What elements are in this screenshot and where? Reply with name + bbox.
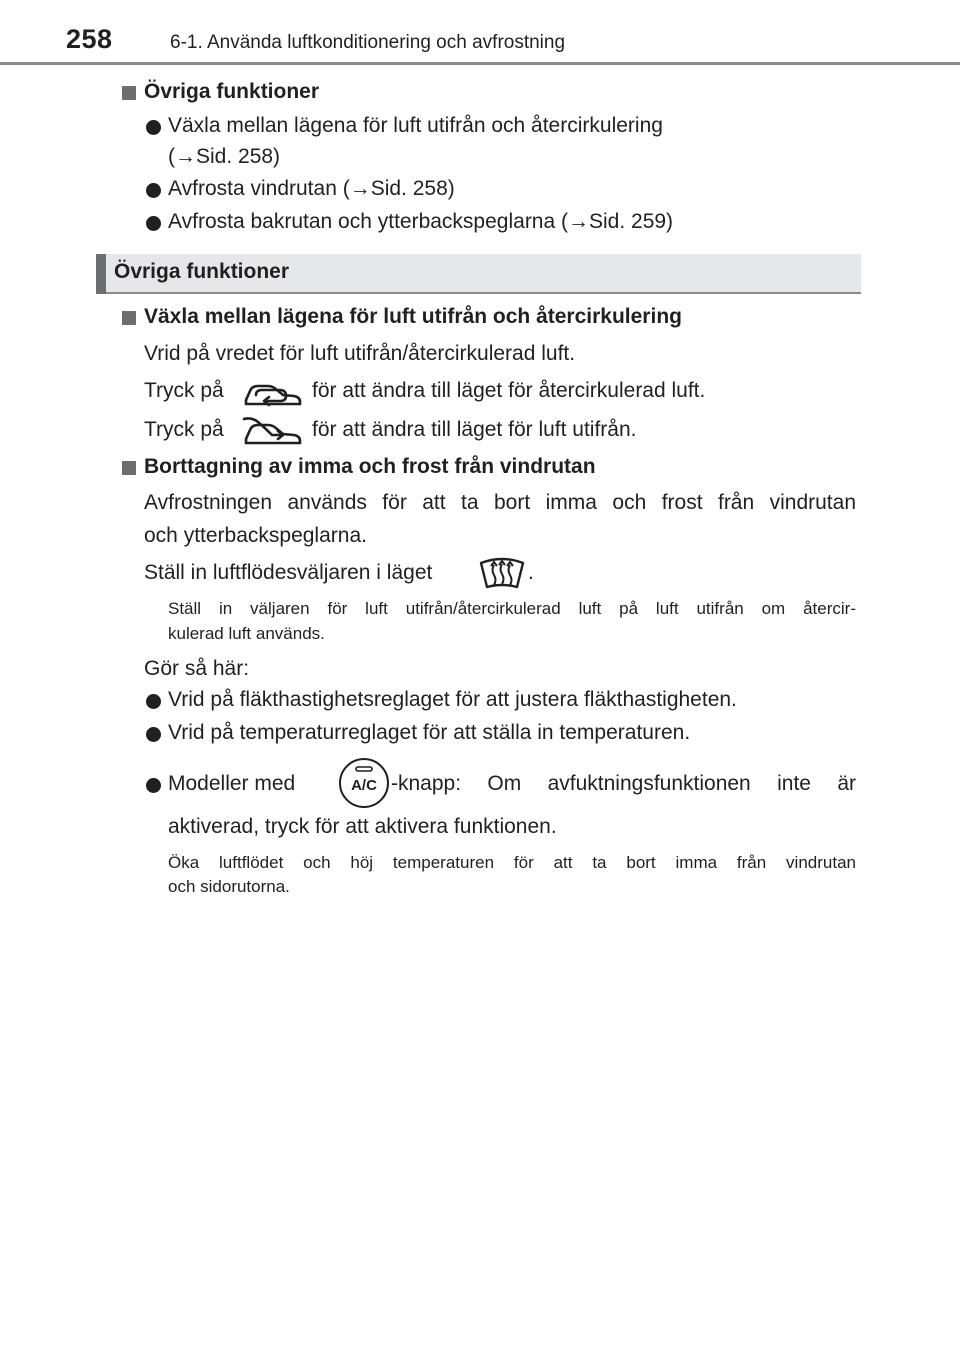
defog-para-line-1: Avfrostningen används för att ta bort imma och frost från vindrutan [144, 491, 856, 514]
square-bullet-icon [122, 461, 136, 475]
step-3-line-2: aktiverad, tryck för att aktivera funktionen. [168, 815, 557, 838]
step-2: Vrid på temperaturreglaget för att ställa in temperaturen. [168, 721, 691, 744]
bullet-icon [146, 183, 161, 198]
defog-set-prefix: Ställ in luftflödesväljaren i läget [144, 561, 433, 584]
header-divider [0, 62, 960, 65]
recirculation-mode-icon [242, 374, 304, 410]
bullet-icon [146, 694, 161, 709]
overview-heading: Övriga funktioner [144, 80, 320, 103]
section-title: Övriga funktioner [114, 260, 290, 283]
outside-air-mode-icon [242, 413, 304, 449]
overview-item-1-ref: (→Sid. 258) [168, 145, 281, 168]
steps-intro: Gör så här: [144, 657, 250, 680]
defog-note-2-line-2: och sidorutorna. [168, 877, 290, 896]
overview-item-2: Avfrosta vindrutan (→Sid. 258) [168, 177, 455, 200]
chapter-title: 6-1. Använda luftkonditionering och avfrostning [170, 32, 566, 53]
bullet-icon [146, 216, 161, 231]
section-accent [96, 254, 106, 294]
square-bullet-icon [122, 86, 136, 100]
page-number: 258 [66, 24, 113, 54]
step-3-prefix: Modeller med [168, 772, 296, 795]
bullet-icon [146, 120, 161, 135]
defog-set-suffix: . [528, 561, 534, 584]
bullet-icon [146, 778, 161, 793]
defog-note-1-line-1: Ställ in väljaren för luft utifrån/återcirkulerad luft på luft utifrån om återcir- [168, 599, 856, 618]
windshield-defroster-icon [478, 553, 526, 593]
bullet-icon [146, 727, 161, 742]
defog-heading: Borttagning av imma och frost från vindrutan [144, 455, 596, 478]
recirc-prefix: Tryck på [144, 379, 224, 402]
page-header [0, 0, 960, 66]
defog-note-2-line-1: Öka luftflödet och höj temperaturen för att ta bort imma från vindrutan [168, 853, 856, 872]
switching-heading: Växla mellan lägena för luft utifrån och återcirkulering [144, 305, 682, 328]
outside-suffix: för att ändra till läget för luft utifrån. [312, 418, 637, 441]
square-bullet-icon [122, 311, 136, 325]
switching-intro: Vrid på vredet för luft utifrån/återcirkulerad luft. [144, 342, 576, 365]
step-3-suffix: -knapp: Om avfuktningsfunktionen inte är [391, 772, 856, 795]
defog-para-line-2: och ytterbackspeglarna. [144, 524, 367, 547]
step-1: Vrid på fläkthastighetsreglaget för att justera fläkthastigheten. [168, 688, 737, 711]
recirc-suffix: för att ändra till läget för återcirkulerad luft. [312, 379, 706, 402]
defog-note-1-line-2: kulerad luft används. [168, 624, 325, 643]
ac-button-icon [338, 757, 390, 809]
section-title-bar [96, 254, 861, 294]
overview-item-1: Växla mellan lägena för luft utifrån och återcirkulering [168, 114, 663, 137]
overview-item-3: Avfrosta bakrutan och ytterbackspeglarna (→Sid. 259) [168, 210, 674, 233]
outside-prefix: Tryck på [144, 418, 224, 441]
ac-button-label: A/C [351, 777, 377, 794]
